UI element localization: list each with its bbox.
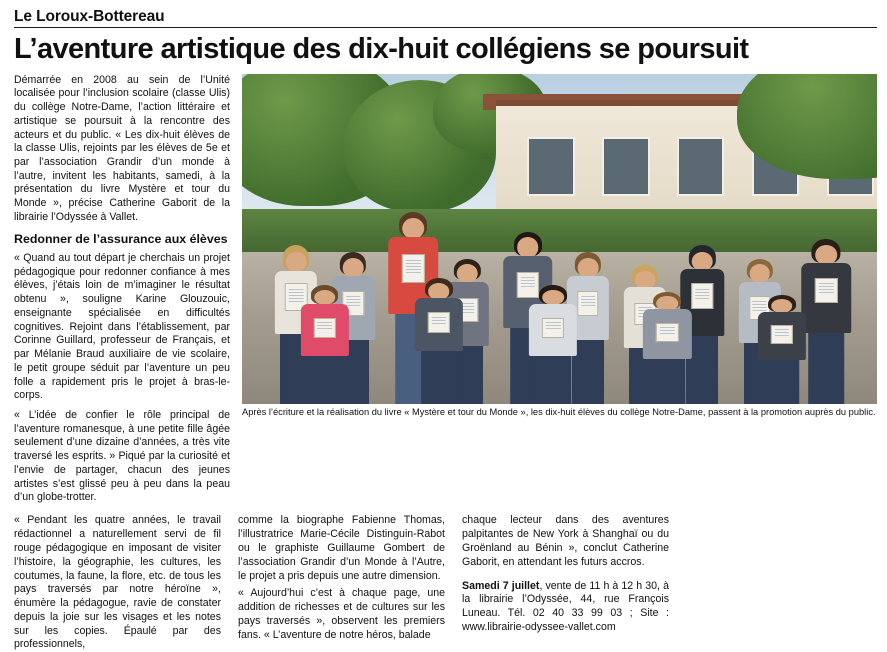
col2-text: comme la biographe Fabienne Thomas, l’illustratrice Marie-Cécile Distinguin-Rabot ou le graphiste Guillaume Gombert de l’association Grandir d’un Monde à l’Autre, le projet a pris depuis une autre dimension.	[238, 514, 445, 582]
legs	[307, 356, 343, 404]
head	[542, 290, 564, 305]
head	[403, 218, 425, 239]
head	[314, 290, 336, 305]
head	[517, 237, 539, 258]
photo-caption: Après l’écriture et la réalisation du livre « Mystère et tour du Monde », les dix-huit élèves du collège Notre-Dame, passent à la promotion auprès du public.	[242, 406, 876, 417]
article-kicker: Le Loroux-Bottereau	[14, 8, 165, 25]
event-details: , vente de 11 h à 12 h 30, à la librairie l’Odyssée, 44, rue François Luneau. Tél. 02 40 33 99 03 ; Site : www.librairie-odyssee-vallet.com	[462, 579, 669, 633]
head	[692, 252, 713, 271]
col1-quote: « Pendant les quatre années, le travail rédactionnel a naturellement servi de fil rouge pédagogique en imposant de visiter l’histoire, la géographie, les cultures, les coutumes, la faune, la flore, etc. de tous les pays traversés par notre héroïne »	[14, 514, 221, 596]
book	[656, 323, 678, 342]
book	[542, 318, 564, 338]
window-icon	[677, 137, 724, 196]
head	[286, 252, 307, 273]
kicker-divider	[14, 27, 877, 28]
head	[428, 283, 450, 299]
book	[313, 318, 335, 338]
lead-text-2: « Les dix-huit élèves de la classe Ulis, rejoints par les élèves de 5e et par l’association Grandir d’un monde à l’autre, invitent les habitants, samedi, à la présentation du livre Mystère et tour du Monde »,	[14, 128, 230, 210]
practical-info	[462, 580, 669, 635]
book	[771, 325, 793, 343]
col1-text: , énumère la pédagogue, ravie de constater depuis la joie sur les visages et les notes sur les copies. Épaulé par des professionnels,	[14, 583, 221, 651]
lead-text-3: précise Catherine Gaborit de la librairie l’Odyssée à Vallet.	[14, 197, 231, 223]
col2-quote: « Aujourd’hui c’est à chaque page, une addition de richesses et de cultures sur les pays traversés », observent les premiers fans. « L’aventure de notre héros, balade	[238, 587, 445, 641]
book	[815, 278, 837, 303]
paragraph	[238, 587, 445, 642]
hedge-row	[242, 209, 877, 255]
paragraph	[462, 514, 669, 569]
head	[578, 258, 599, 278]
head	[771, 299, 793, 313]
col3-text: , conclut Catherine Gaborit, en attendant les futurs accros.	[462, 542, 669, 568]
lead-paragraph-intro	[14, 74, 230, 225]
window-icon	[602, 137, 649, 196]
head	[343, 258, 364, 278]
col3-quote: chaque lecteur dans des aventures palpitantes de New York à Shanghaï ou du Groënland au Bénin »	[462, 514, 669, 554]
head	[657, 296, 679, 311]
legs	[421, 351, 457, 404]
legs	[808, 333, 844, 404]
student-figure	[750, 295, 814, 404]
book	[428, 312, 450, 333]
lead-paragraph-3: « L’idée de confier le rôle principal de l’aventure romanesque, à une petite fille âgée seulement d’une dizaine d’années, a très vite traversé les esprits. » Piqué par la curiosité et l’envie de partager, chacun des jeunes artistes s’est glissé peu à peu dans la peau d’un globe-trotter.	[14, 408, 230, 504]
lead-column	[14, 74, 230, 506]
legs	[764, 360, 800, 404]
student-figure	[521, 285, 585, 404]
head	[635, 271, 656, 289]
lead-paragraph-2: « Quand au tout départ je cherchais un projet pédagogique pour redonner confiance à mes élèves, j’étais loin de m’imaginer le résultat obtenu », souligne Karine Glouzouic, enseignante spécialisée en difficultés cognitives. Rejoint dans l’établissement, par Corinne Guillard, professeur de Français, et par Mélanie Braud auxiliaire de vie scolaire, le petit groupe séduit par l’aventure un peu folle a rapidement pris le projet à bras-le-corps.	[14, 252, 230, 402]
student-figure	[407, 278, 471, 403]
event-date: Samedi 7 juillet	[462, 579, 540, 592]
page-title: L’aventure artistique des dix-huit collégiens se poursuit	[14, 33, 749, 65]
photo-column	[242, 74, 877, 419]
paragraph	[14, 514, 221, 652]
head	[749, 264, 770, 283]
legs	[535, 356, 571, 404]
body-columns	[14, 514, 877, 652]
body-column-3	[462, 514, 669, 652]
body-column-1	[14, 514, 221, 652]
section-subheading: Redonner de l’assurance aux élèves	[14, 231, 228, 246]
window-icon	[527, 137, 574, 196]
body-column-2	[238, 514, 445, 652]
head	[815, 245, 837, 265]
lead-text-1: Démarrée en 2008 au sein de l’Unité localisée pour l’inclusion scolaire (classe Ulis) du collège Notre-Dame, l’action littéraire et artistique se poursuit à la rencontre des acteurs et du public.	[14, 73, 230, 141]
top-zone	[14, 74, 877, 506]
group-photo-students-with-books	[242, 74, 877, 404]
student-figure	[636, 292, 700, 404]
paragraph	[238, 514, 445, 583]
student-figure	[293, 285, 357, 404]
legs	[650, 359, 686, 404]
